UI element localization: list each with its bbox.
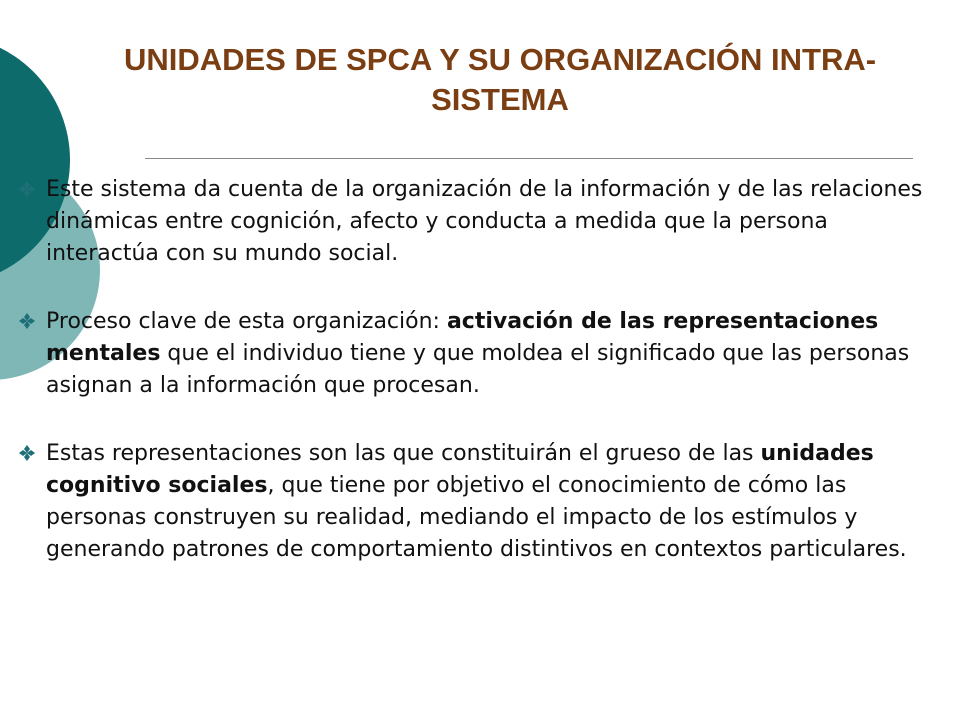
diamond-quad-bullet-icon xyxy=(18,312,36,330)
bullet-1-text: Este sistema da cuenta de la organización de la información y de las relaciones dinámicas entre cognición, afecto y conducta a medida que la persona interactúa con su mundo social. xyxy=(46,177,923,266)
bullet-item-1 xyxy=(18,174,943,270)
bullet-text-3 xyxy=(46,438,943,566)
bullet-text-1 xyxy=(46,174,943,270)
bullet-item-3 xyxy=(18,438,943,566)
bullet-3-bold: unidades cognitivo sociales xyxy=(46,441,874,498)
bullet-2-bold: activación de las representaciones mentales xyxy=(46,309,879,366)
bullet-text-2 xyxy=(46,306,943,402)
diamond-quad-bullet-icon xyxy=(18,180,36,198)
slide-title: UNIDADES DE SPCA Y SU ORGANIZACIÓN INTRA-SISTEMA xyxy=(123,42,877,117)
bullet-item-2 xyxy=(18,306,943,402)
bullet-2-text-a: Proceso clave de esta organización: xyxy=(46,309,447,334)
bullet-3-text-a: Estas representaciones son las que constituirán el grueso de las xyxy=(46,441,761,466)
diamond-quad-bullet-icon xyxy=(18,444,36,462)
bullet-list xyxy=(18,174,943,602)
bullet-3-text-b: , que tiene por objetivo el conocimiento de cómo las personas construyen su realidad, mediando el impacto de los estímulos y generando patrones de comportamiento distintivos en contextos particulares. xyxy=(46,473,907,562)
title-divider xyxy=(145,158,913,159)
bullet-2-text-b: que el individuo tiene y que moldea el significado que las personas asignan a la información que procesan. xyxy=(46,341,910,398)
